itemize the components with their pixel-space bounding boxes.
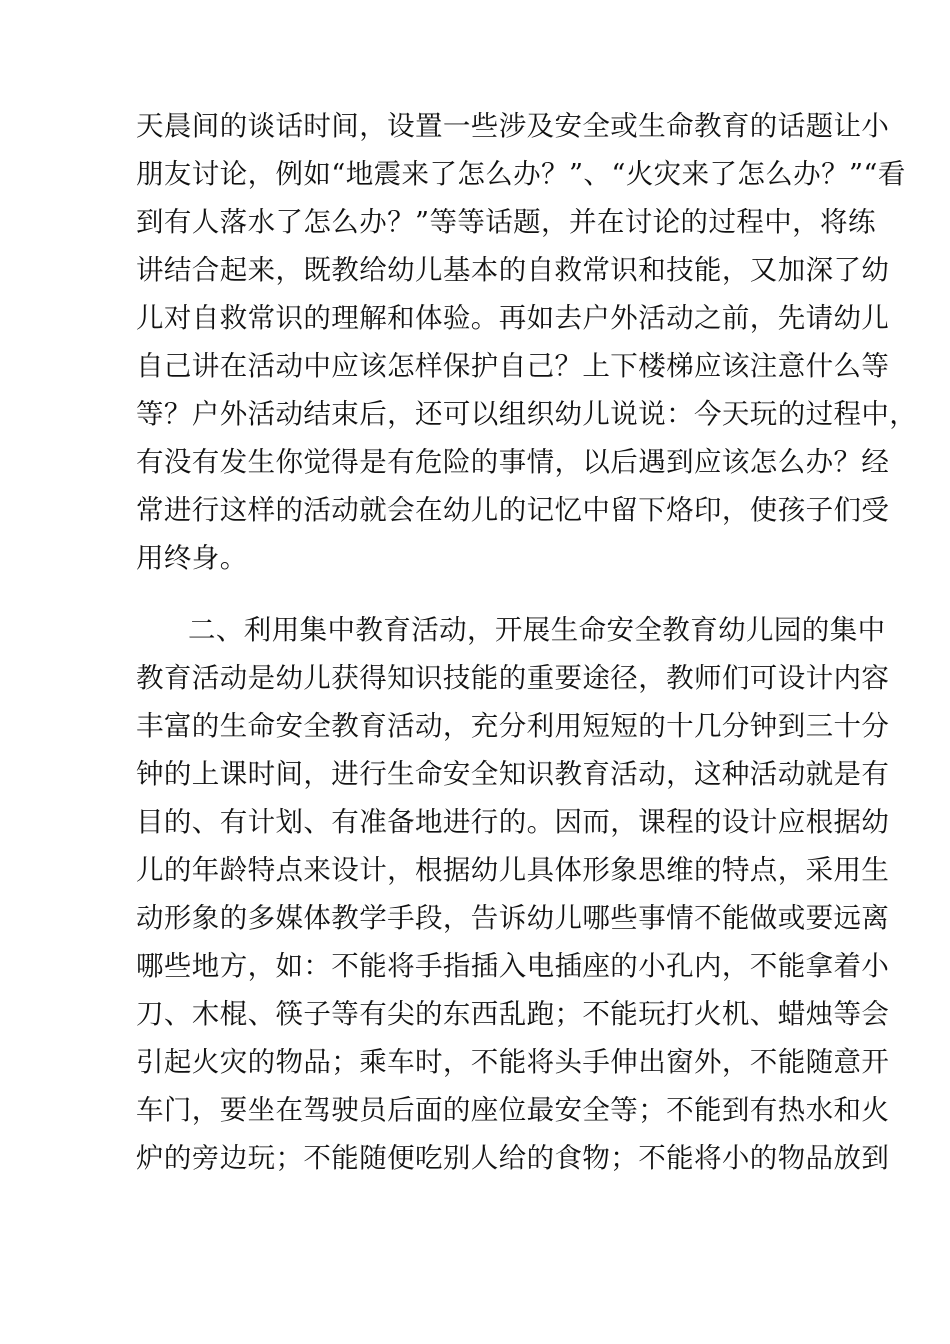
text-line: 钟的上课时间，进行生命安全知识教育活动，这种活动就是有 <box>136 758 890 790</box>
text-line: 车门，要坐在驾驶员后面的座位最安全等；不能到有热水和火 <box>136 1094 890 1126</box>
text-line: 天晨间的谈话时间，设置一些涉及安全或生命教育的话题让小 <box>136 110 890 142</box>
text-line: 儿对自救常识的理解和体验。再如去户外活动之前，先请幼儿 <box>136 302 890 334</box>
text-line: 引起火灾的物品；乘车时，不能将头手伸出窗外，不能随意开 <box>136 1046 890 1078</box>
text-line: 炉的旁边玩；不能随便吃别人给的食物；不能将小的物品放到 <box>136 1142 890 1174</box>
text-line: 目的、有计划、有准备地进行的。因而，课程的设计应根据幼 <box>136 806 890 838</box>
text-line: 到有人落水了怎么办？”等等话题，并在讨论的过程中，将练 <box>136 206 876 238</box>
text-line: 丰富的生命安全教育活动，充分利用短短的十几分钟到三十分 <box>136 710 890 742</box>
text-line: 用终身。 <box>136 542 248 574</box>
text-line: 讲结合起来，既教给幼儿基本的自救常识和技能，又加深了幼 <box>136 254 890 286</box>
text-line: 教育活动是幼儿获得知识技能的重要途径，教师们可设计内容 <box>136 662 890 694</box>
text-line: 哪些地方，如：不能将手指插入电插座的小孔内，不能拿着小 <box>136 950 890 982</box>
text-line: 自己讲在活动中应该怎样保护自己？上下楼梯应该注意什么等 <box>136 350 890 382</box>
text-line: 朋友讨论，例如“地震来了怎么办？”、“火灾来了怎么办？”“看 <box>136 158 906 190</box>
text-line: 动形象的多媒体教学手段，告诉幼儿哪些事情不能做或要远离 <box>136 902 890 934</box>
text-line: 等？户外活动结束后，还可以组织幼儿说说：今天玩的过程中， <box>136 398 918 430</box>
text-line: 有没有发生你觉得是有危险的事情，以后遇到应该怎么办？经 <box>136 446 890 478</box>
paragraph-heading-line: 二、利用集中教育活动，开展生命安全教育幼儿园的集中 <box>188 614 886 646</box>
text-line: 刀、木棍、筷子等有尖的东西乱跑；不能玩打火机、蜡烛等会 <box>136 998 890 1030</box>
text-line: 儿的年龄特点来设计，根据幼儿具体形象思维的特点，采用生 <box>136 854 890 886</box>
text-line: 常进行这样的活动就会在幼儿的记忆中留下烙印，使孩子们受 <box>136 494 890 526</box>
